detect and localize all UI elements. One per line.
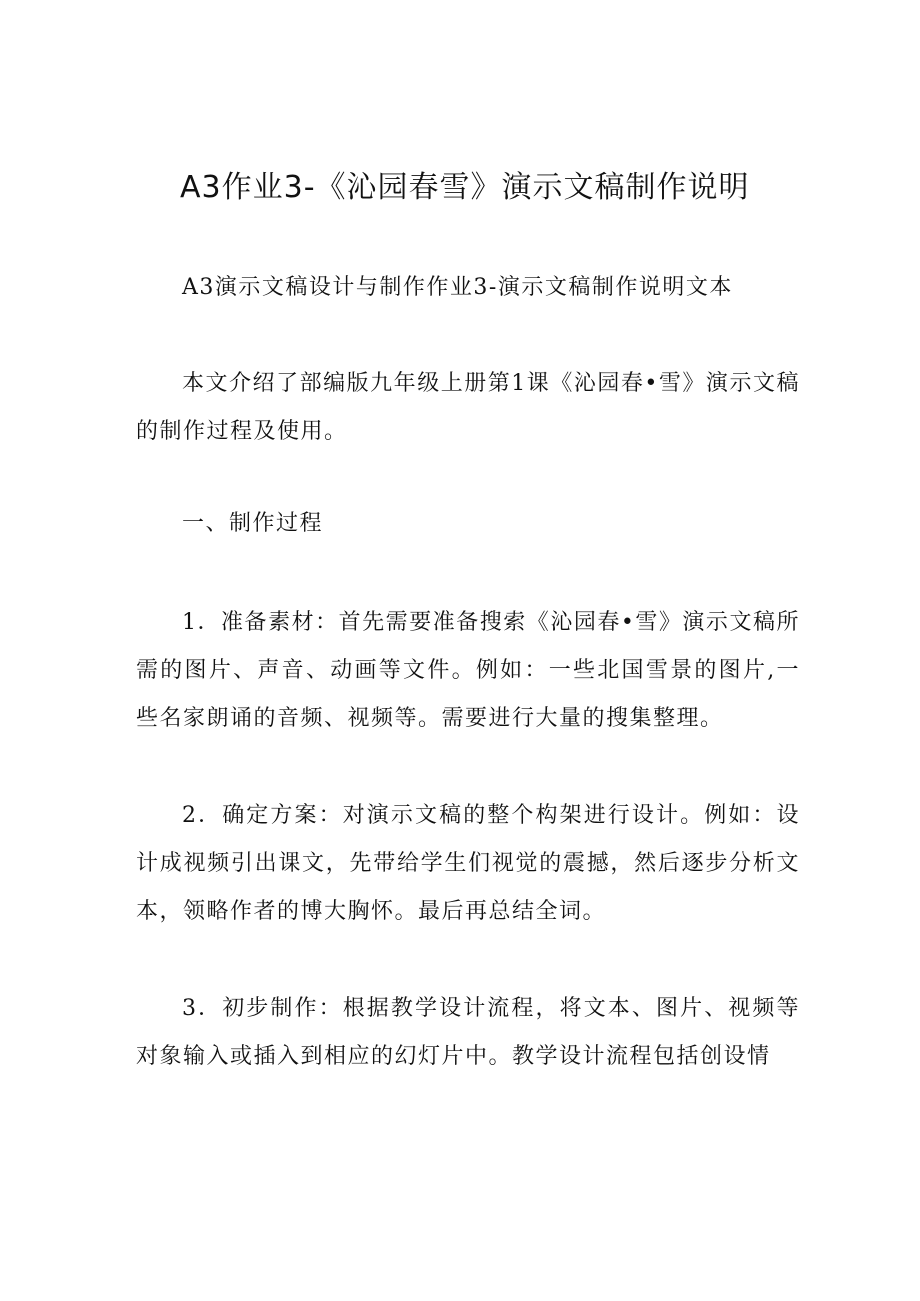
document-title: A3作业3-《沁园春雪》演示文稿制作说明	[180, 170, 750, 205]
list-item: 1．准备素材：首先需要准备搜索《沁园春•雪》演示文稿所需的图片、声音、动画等文件。例如：一些北国雪景的图片,一些名家朗诵的音频、视频等。需要进行大量的搜集整理。	[136, 610, 800, 731]
document-subtitle: A3演示文稿设计与制作作业3-演示文稿制作说明文本	[182, 275, 733, 300]
list-item: 2．确定方案：对演示文稿的整个构架进行设计。例如：设计成视频引出课文，先带给学生们视觉的震撼，然后逐步分析文本，领略作者的博大胸怀。最后再总结全词。	[136, 803, 800, 924]
list-item: 3．初步制作：根据教学设计流程，将文本、图片、视频等对象输入或插入到相应的幻灯片中。教学设计流程包括创设情	[136, 996, 800, 1069]
section-heading: 一、制作过程	[182, 511, 324, 536]
intro-paragraph: 本文介绍了部编版九年级上册第1课《沁园春•雪》演示文稿的制作过程及使用。	[136, 371, 800, 444]
